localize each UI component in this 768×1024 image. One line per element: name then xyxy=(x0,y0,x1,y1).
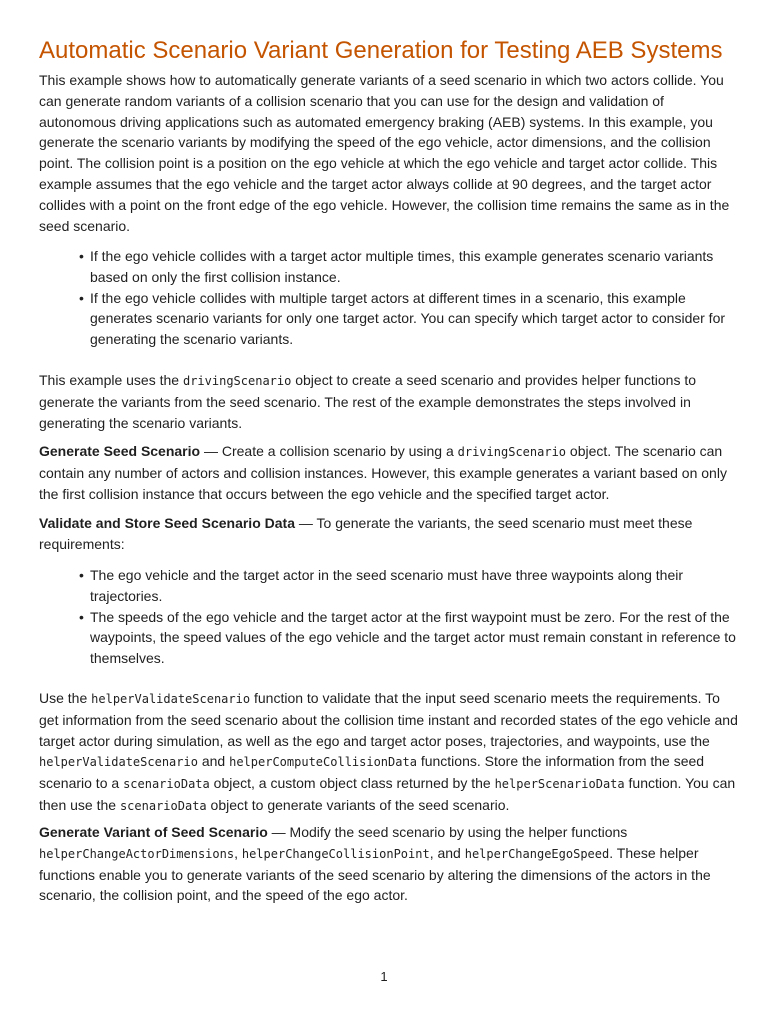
step-heading: Generate Variant of Seed Scenario xyxy=(39,824,268,840)
list-item: • The ego vehicle and the target actor in the seed scenario must have three waypoints along their trajectories. xyxy=(39,565,739,607)
code-helperValidateScenario: helperValidateScenario xyxy=(39,755,198,770)
code-drivingScenario: drivingScenario xyxy=(182,374,292,388)
code-drivingScenario: drivingScenario xyxy=(457,445,567,459)
list-item: • If the ego vehicle collides with multiple target actors at different times in a scenario, this example generates scenario variants for only one target actor. You can specify which target actor to consider for generating the scenario variants. xyxy=(39,288,739,350)
collision-notes-list xyxy=(39,246,739,350)
code-scenarioData: scenarioData xyxy=(119,798,207,813)
step-heading: Validate and Store Seed Scenario Data xyxy=(39,515,295,531)
code-helperComputeCollisionData: helperComputeCollisionData xyxy=(229,755,417,770)
requirements-list xyxy=(39,565,739,669)
code-scenarioData: scenarioData xyxy=(123,777,210,792)
page-title: Automatic Scenario Variant Generation for Testing AEB Systems xyxy=(39,37,723,64)
intro-paragraph: This example shows how to automatically generate variants of a seed scenario in which two actors collide. You can generate random variants of a collision scenario that you can use for the design and validation of autonomous driving applications such as automated emergency braking (AEB) systems. In this example, you generate the scenario variants by modifying the speed of the ego vehicle, actor dimensions, and the collision point. The collision point is a position on the ego vehicle at which the ego vehicle and target actor collide. This example assumes that the ego vehicle and the target actor always collide at 90 degrees, and the target actor collides with a point on the front edge of the ego vehicle. However, the collision time remains the same as in the seed scenario. xyxy=(39,72,730,234)
validate-paragraph: Validate and Store Seed Scenario Data — To generate the variants, the seed scenario must meet these requirements: xyxy=(39,515,693,552)
list-item: • If the ego vehicle collides with a target actor multiple times, this example generates scenario variants based on only the first collision instance. xyxy=(39,246,739,288)
list-item: • The speeds of the ego vehicle and the target actor at the first waypoint must be zero. For the rest of the waypoints, the speed values of the ego vehicle and the target actor must remain constant in reference to themselves. xyxy=(39,607,739,669)
code-helperScenarioData: helperScenarioData xyxy=(494,777,625,792)
generate-seed-paragraph: Generate Seed Scenario — Create a collision scenario by using a drivingScenario object. The scenario can contain any number of actors and collision instances. However, this example generates a variant based on only the first collision instance that occurs between the ego vehicle and the specified target actor. xyxy=(39,443,727,502)
helper-functions-paragraph: Use the helperValidateScenario function to validate that the input seed scenario meets the requirements. To get information from the seed scenario about the collision time instant and recorded states of the ego vehicle and target actor during simulation, as well as the ego and target actor poses, trajectories, and waypoints, use the helperValidateScenario and helperComputeCollisionData functions. Store the information from the seed scenario to a scenarioData object, a custom object class returned by the helperScenarioData function. You can then use the scenarioData object to generate variants of the seed scenario. xyxy=(39,690,738,813)
code-helperChangeEgoSpeed: helperChangeEgoSpeed xyxy=(464,846,610,861)
step-heading: Generate Seed Scenario xyxy=(39,443,201,459)
overview-paragraph: This example uses the drivingScenario object to create a seed scenario and provides helper functions to generate the variants from the seed scenario. The rest of the example demonstrates the steps involved in generating the scenario variants. xyxy=(39,372,697,431)
code-helperChangeCollisionPoint: helperChangeCollisionPoint xyxy=(241,846,430,861)
code-helperChangeActorDimensions: helperChangeActorDimensions xyxy=(39,846,235,861)
page-number: 1 xyxy=(380,969,388,984)
generate-variant-paragraph: Generate Variant of Seed Scenario — Modify the seed scenario by using the helper functions helperChangeActorDimensions, helperChangeCollisionPoint, and helperChangeEgoSpeed. These helper functions enable you to generate variants of the seed scenario by altering the dimensions of the actors in the scenario, the collision point, and the speed of the ego actor. xyxy=(39,824,711,904)
code-helperValidateScenario: helperValidateScenario xyxy=(91,692,251,706)
